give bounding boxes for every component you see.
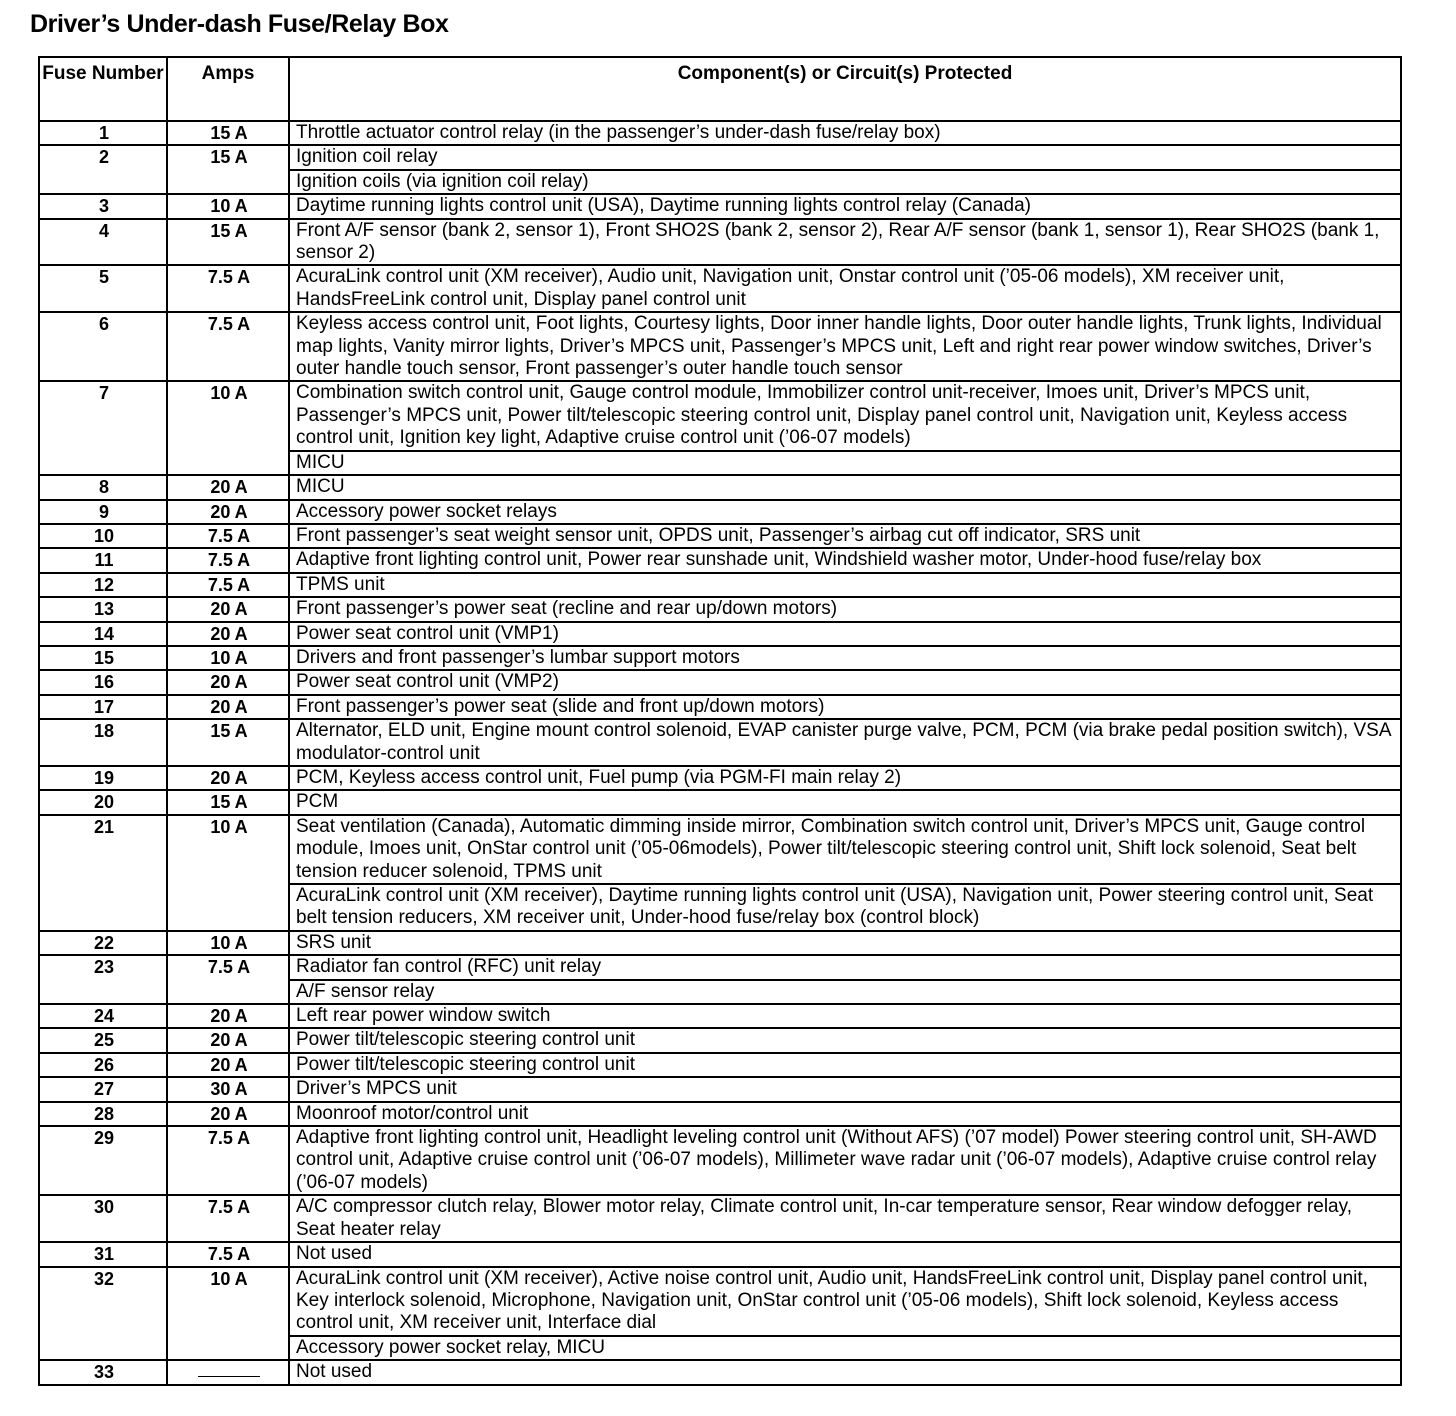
component-cell: Ignition coils (via ignition coil relay) — [289, 170, 1401, 194]
component-cell: Not used — [289, 1360, 1401, 1384]
table-row — [39, 573, 1401, 597]
amps-cell: 10 A — [167, 1267, 289, 1361]
table-row — [39, 524, 1401, 548]
page-title: Driver’s Under-dash Fuse/Relay Box — [30, 10, 449, 38]
table-row — [39, 719, 1401, 766]
table-row — [39, 1267, 1401, 1336]
component-cell: Front passenger’s power seat (recline and rear up/down motors) — [289, 597, 1401, 621]
component-cell: Ignition coil relay — [289, 145, 1401, 169]
fuse-number-cell: 2 — [39, 145, 167, 194]
table-row — [39, 500, 1401, 524]
fuse-number-cell: 33 — [39, 1360, 167, 1384]
header-components: Component(s) or Circuit(s) Protected — [289, 57, 1401, 121]
component-cell: Throttle actuator control relay (in the passenger’s under-dash fuse/relay box) — [289, 121, 1401, 145]
fuse-number-cell: 7 — [39, 381, 167, 475]
table-row — [39, 695, 1401, 719]
fuse-number-cell: 32 — [39, 1267, 167, 1361]
table-row — [39, 955, 1401, 979]
component-cell: Drivers and front passenger’s lumbar support motors — [289, 646, 1401, 670]
component-cell: TPMS unit — [289, 573, 1401, 597]
amps-cell: 10 A — [167, 931, 289, 955]
component-cell: Power seat control unit (VMP2) — [289, 670, 1401, 694]
fuse-number-cell: 14 — [39, 622, 167, 646]
component-cell: Driver’s MPCS unit — [289, 1077, 1401, 1101]
fuse-number-cell: 25 — [39, 1028, 167, 1052]
amps-cell: 20 A — [167, 1102, 289, 1126]
amps-cell: 7.5 A — [167, 1195, 289, 1242]
table-row — [39, 1102, 1401, 1126]
fuse-table — [38, 56, 1402, 1386]
table-row — [39, 265, 1401, 312]
component-cell: Keyless access control unit, Foot lights, Courtesy lights, Door inner handle lights, Door outer handle lights, Trunk lights, Individual map lights, Vanity mirror lights, Driver’s MPCS unit, Passenger’s MPCS unit, Left and right rear power window switches, Driver’s outer handle touch sensor, Front passenger’s outer handle touch sensor — [289, 312, 1401, 381]
component-cell: Radiator fan control (RFC) unit relay — [289, 955, 1401, 979]
fuse-number-cell: 15 — [39, 646, 167, 670]
fuse-number-cell: 3 — [39, 194, 167, 218]
table-header-row — [39, 57, 1401, 121]
header-fuse-number: Fuse Number — [39, 57, 167, 121]
amps-cell: 20 A — [167, 695, 289, 719]
amps-cell: 20 A — [167, 622, 289, 646]
amps-cell: 20 A — [167, 597, 289, 621]
fuse-number-cell: 9 — [39, 500, 167, 524]
amps-cell: 20 A — [167, 766, 289, 790]
fuse-number-cell: 31 — [39, 1242, 167, 1266]
fuse-number-cell: 17 — [39, 695, 167, 719]
fuse-number-cell: 30 — [39, 1195, 167, 1242]
amps-cell: 7.5 A — [167, 955, 289, 1004]
component-cell: A/C compressor clutch relay, Blower motor relay, Climate control unit, In-car temperature sensor, Rear window defogger relay, Seat heater relay — [289, 1195, 1401, 1242]
table-row — [39, 145, 1401, 169]
amps-cell: 10 A — [167, 194, 289, 218]
component-cell: Power tilt/telescopic steering control unit — [289, 1053, 1401, 1077]
table-row — [39, 194, 1401, 218]
amps-cell — [167, 1360, 289, 1384]
fuse-number-cell: 4 — [39, 219, 167, 266]
component-cell: AcuraLink control unit (XM receiver), Active noise control unit, Audio unit, HandsFreeLink control unit, Display panel control unit, Key interlock solenoid, Microphone, Navigation unit, OnStar control unit (’05-06 models), Shift lock solenoid, Keyless access control unit, XM receiver unit, Interface dial — [289, 1267, 1401, 1336]
header-amps: Amps — [167, 57, 289, 121]
table-row — [39, 790, 1401, 814]
fuse-number-cell: 20 — [39, 790, 167, 814]
table-row — [39, 121, 1401, 145]
amps-cell: 20 A — [167, 1053, 289, 1077]
component-cell: Accessory power socket relays — [289, 500, 1401, 524]
fuse-number-cell: 28 — [39, 1102, 167, 1126]
amps-cell: 7.5 A — [167, 573, 289, 597]
fuse-number-cell: 19 — [39, 766, 167, 790]
fuse-number-cell: 16 — [39, 670, 167, 694]
table-row — [39, 1053, 1401, 1077]
table-row — [39, 622, 1401, 646]
amps-cell: 7.5 A — [167, 548, 289, 572]
table-row — [39, 219, 1401, 266]
amps-cell: 30 A — [167, 1077, 289, 1101]
component-cell: PCM — [289, 790, 1401, 814]
amps-cell: 10 A — [167, 646, 289, 670]
fuse-number-cell: 24 — [39, 1004, 167, 1028]
component-cell: Front passenger’s power seat (slide and front up/down motors) — [289, 695, 1401, 719]
amps-cell: 10 A — [167, 381, 289, 475]
fuse-number-cell: 11 — [39, 548, 167, 572]
fuse-number-cell: 6 — [39, 312, 167, 381]
component-cell: Alternator, ELD unit, Engine mount control solenoid, EVAP canister purge valve, PCM, PCM (via brake pedal position switch), VSA modulator-control unit — [289, 719, 1401, 766]
amps-cell: 20 A — [167, 475, 289, 499]
table-row — [39, 475, 1401, 499]
amps-cell: 15 A — [167, 719, 289, 766]
table-row — [39, 597, 1401, 621]
component-cell: Accessory power socket relay, MICU — [289, 1336, 1401, 1360]
table-row — [39, 1242, 1401, 1266]
table-row — [39, 1077, 1401, 1101]
amps-cell: 7.5 A — [167, 1126, 289, 1195]
component-cell: Power seat control unit (VMP1) — [289, 622, 1401, 646]
amps-cell: 7.5 A — [167, 312, 289, 381]
fuse-table-body — [39, 121, 1401, 1385]
fuse-number-cell: 29 — [39, 1126, 167, 1195]
table-row — [39, 815, 1401, 884]
table-row — [39, 766, 1401, 790]
fuse-number-cell: 18 — [39, 719, 167, 766]
table-row — [39, 1126, 1401, 1195]
amps-cell: 20 A — [167, 1028, 289, 1052]
component-cell: PCM, Keyless access control unit, Fuel pump (via PGM-FI main relay 2) — [289, 766, 1401, 790]
component-cell: Daytime running lights control unit (USA), Daytime running lights control relay (Canada) — [289, 194, 1401, 218]
amps-cell: 15 A — [167, 145, 289, 194]
fuse-number-cell: 10 — [39, 524, 167, 548]
table-row — [39, 312, 1401, 381]
component-cell: SRS unit — [289, 931, 1401, 955]
amps-cell: 20 A — [167, 670, 289, 694]
component-cell: AcuraLink control unit (XM receiver), Daytime running lights control unit (USA), Navigation unit, Power steering control unit, Seat belt tension reducers, XM receiver unit, Under-hood fuse/relay box (control block) — [289, 884, 1401, 931]
amps-cell: 15 A — [167, 790, 289, 814]
component-cell: Adaptive front lighting control unit, Headlight leveling control unit (Without AFS) (’07 model) Power steering control unit, SH-AWD control unit, Adaptive cruise control unit (’06-07 models), Millimeter wave radar unit (’06-07 models), Adaptive cruise control relay (’06-07 models) — [289, 1126, 1401, 1195]
table-row — [39, 1195, 1401, 1242]
amps-cell: 15 A — [167, 121, 289, 145]
fuse-number-cell: 13 — [39, 597, 167, 621]
component-cell: Left rear power window switch — [289, 1004, 1401, 1028]
component-cell: Seat ventilation (Canada), Automatic dimming inside mirror, Combination switch control unit, Driver’s MPCS unit, Gauge control module, Imoes unit, OnStar control unit (’05-06models), Power tilt/telescopic steering control unit, Shift lock solenoid, Seat belt tension reducer solenoid, TPMS unit — [289, 815, 1401, 884]
amps-cell: 7.5 A — [167, 1242, 289, 1266]
component-cell: A/F sensor relay — [289, 980, 1401, 1004]
table-row — [39, 1360, 1401, 1384]
amps-cell: 7.5 A — [167, 524, 289, 548]
table-row — [39, 931, 1401, 955]
amps-cell: 20 A — [167, 1004, 289, 1028]
amps-cell: 7.5 A — [167, 265, 289, 312]
fuse-number-cell: 12 — [39, 573, 167, 597]
amps-cell: 15 A — [167, 219, 289, 266]
table-row — [39, 1028, 1401, 1052]
fuse-number-cell: 22 — [39, 931, 167, 955]
component-cell: Front passenger’s seat weight sensor unit, OPDS unit, Passenger’s airbag cut off indicator, SRS unit — [289, 524, 1401, 548]
component-cell: Combination switch control unit, Gauge control module, Immobilizer control unit-receiver, Imoes unit, Driver’s MPCS unit, Passenger’s MPCS unit, Power tilt/telescopic steering control unit, Display panel control unit, Navigation unit, Keyless access control unit, Ignition key light, Adaptive cruise control unit (’06-07 models) — [289, 381, 1401, 450]
amps-cell: 10 A — [167, 815, 289, 931]
fuse-number-cell: 21 — [39, 815, 167, 931]
component-cell: Adaptive front lighting control unit, Power rear sunshade unit, Windshield washer motor, Under-hood fuse/relay box — [289, 548, 1401, 572]
component-cell: Power tilt/telescopic steering control unit — [289, 1028, 1401, 1052]
empty-amps-dash — [198, 1376, 260, 1377]
component-cell: MICU — [289, 475, 1401, 499]
fuse-number-cell: 5 — [39, 265, 167, 312]
table-row — [39, 1004, 1401, 1028]
table-row — [39, 646, 1401, 670]
table-row — [39, 548, 1401, 572]
fuse-number-cell: 1 — [39, 121, 167, 145]
fuse-number-cell: 23 — [39, 955, 167, 1004]
component-cell: Not used — [289, 1242, 1401, 1266]
fuse-number-cell: 8 — [39, 475, 167, 499]
table-row — [39, 670, 1401, 694]
component-cell: MICU — [289, 451, 1401, 475]
fuse-number-cell: 27 — [39, 1077, 167, 1101]
component-cell: Moonroof motor/control unit — [289, 1102, 1401, 1126]
amps-cell: 20 A — [167, 500, 289, 524]
table-row — [39, 381, 1401, 450]
fuse-number-cell: 26 — [39, 1053, 167, 1077]
component-cell: AcuraLink control unit (XM receiver), Audio unit, Navigation unit, Onstar control unit (’05-06 models), XM receiver unit, HandsFreeLink control unit, Display panel control unit — [289, 265, 1401, 312]
component-cell: Front A/F sensor (bank 2, sensor 1), Front SHO2S (bank 2, sensor 2), Rear A/F sensor (bank 1, sensor 1), Rear SHO2S (bank 1, sensor 2) — [289, 219, 1401, 266]
